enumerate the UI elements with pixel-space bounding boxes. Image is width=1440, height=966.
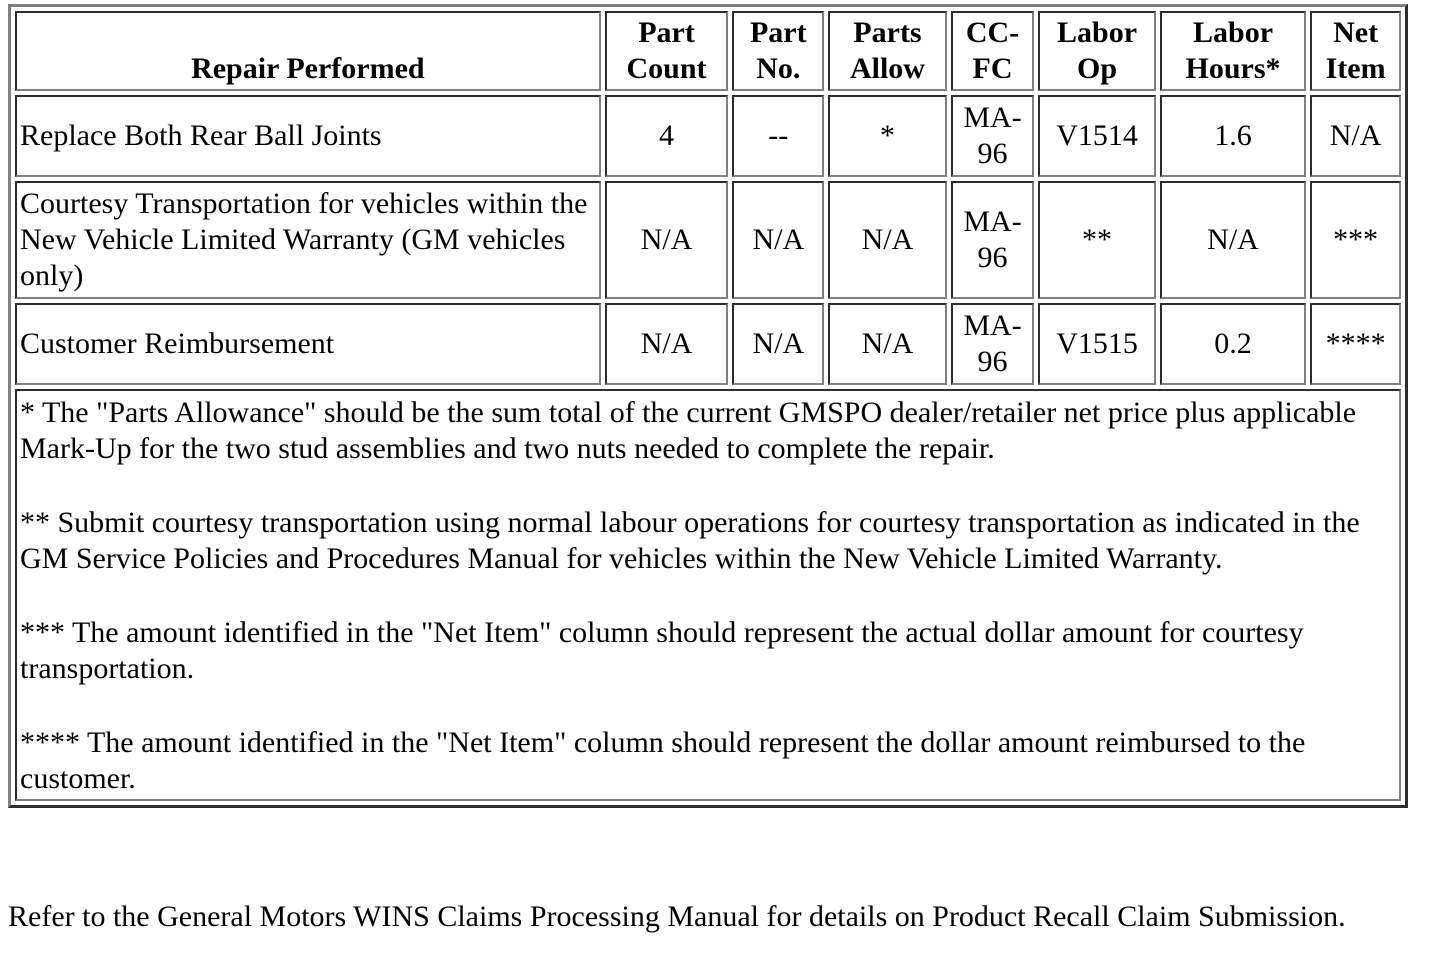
claims-manual-reference: Refer to the General Motors WINS Claims Processing Manual for details on Product Recall Claim Submission. [8, 900, 1346, 933]
header-labor-op: Labor Op [1038, 11, 1156, 91]
header-cc-fc: CC- FC [951, 11, 1035, 91]
labor-hours-cell: 1.6 [1160, 95, 1306, 177]
footnote-parts-allowance: * The "Parts Allowance" should be the sum total of the current GMSPO dealer/retailer net price plus applicable Mark-Up for the two stud assemblies and two nuts needed to complete the repair. [20, 396, 1357, 465]
parts-allow-cell: * [828, 95, 947, 177]
labor-operation-table [8, 4, 1408, 808]
footnotes-cell [15, 389, 1401, 801]
part-count-cell: 4 [605, 95, 729, 177]
repair-performed-cell: Courtesy Transportation for vehicles within the New Vehicle Limited Warranty (GM vehicles only) [15, 181, 601, 299]
footnote-net-item-transportation: *** The amount identified in the "Net Item" column should represent the actual dollar amount for courtesy transportation. [20, 616, 1304, 685]
cc-fc-cell: MA- 96 [951, 303, 1035, 385]
header-repair-performed: Repair Performed [15, 11, 601, 91]
footnote-courtesy-transportation: ** Submit courtesy transportation using normal labour operations for courtesy transportation as indicated in the GM Service Policies and Procedures Manual for vehicles within the New Vehicle Limited Warranty. [20, 506, 1360, 575]
header-part-count: Part Count [605, 11, 729, 91]
table-header-row [15, 11, 1401, 91]
labor-hours-cell: 0.2 [1160, 303, 1306, 385]
labor-op-cell: V1514 [1038, 95, 1156, 177]
labor-hours-cell: N/A [1160, 181, 1306, 299]
header-net-item: Net Item [1310, 11, 1401, 91]
footnote-net-item-reimbursement: **** The amount identified in the "Net Item" column should represent the dollar amount reimbursed to the customer. [20, 726, 1306, 795]
cc-fc-cell: MA- 96 [951, 95, 1035, 177]
header-parts-allow: Parts Allow [828, 11, 947, 91]
header-labor-hours: Labor Hours* [1160, 11, 1306, 91]
net-item-cell: *** [1310, 181, 1401, 299]
cc-fc-cell: MA- 96 [951, 181, 1035, 299]
repair-performed-cell: Customer Reimbursement [15, 303, 601, 385]
document-body [8, 4, 1408, 808]
part-no-cell: N/A [732, 303, 824, 385]
parts-allow-cell: N/A [828, 303, 947, 385]
header-part-no: Part No. [732, 11, 824, 91]
part-no-cell: -- [732, 95, 824, 177]
notes-row [15, 389, 1401, 801]
labor-op-cell: V1515 [1038, 303, 1156, 385]
table-row [15, 95, 1401, 177]
labor-op-cell: ** [1038, 181, 1156, 299]
parts-allow-cell: N/A [828, 181, 947, 299]
repair-performed-cell: Replace Both Rear Ball Joints [15, 95, 601, 177]
part-count-cell: N/A [605, 303, 729, 385]
table-row [15, 303, 1401, 385]
table-row [15, 181, 1401, 299]
net-item-cell: N/A [1310, 95, 1401, 177]
part-no-cell: N/A [732, 181, 824, 299]
net-item-cell: **** [1310, 303, 1401, 385]
part-count-cell: N/A [605, 181, 729, 299]
